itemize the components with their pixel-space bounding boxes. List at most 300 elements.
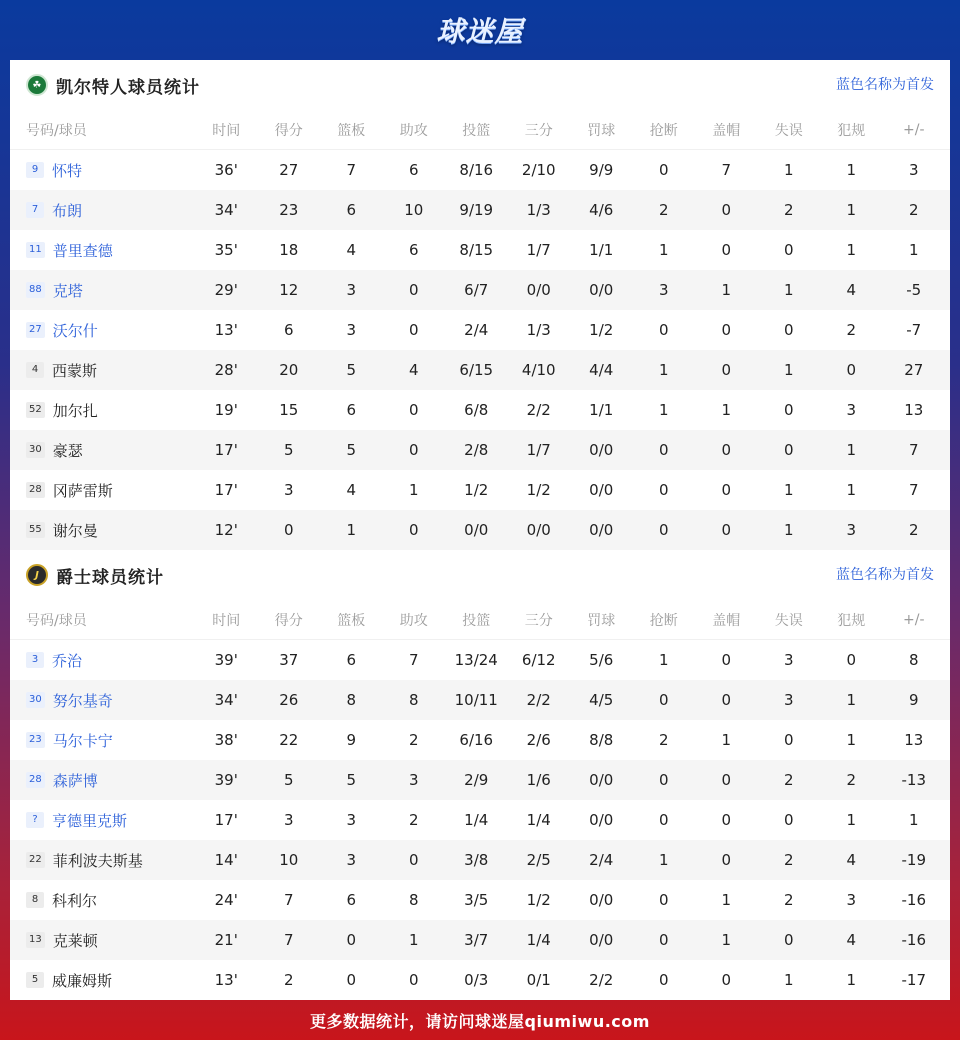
stat-cell: 0 bbox=[346, 931, 357, 949]
stat-cell: 23 bbox=[279, 201, 299, 219]
stat-cell: 2/8 bbox=[464, 441, 489, 459]
stat-cell: 0/0 bbox=[589, 891, 614, 909]
stat-cell: 0 bbox=[783, 401, 794, 419]
player-name[interactable]: 西蒙斯 bbox=[52, 361, 98, 380]
jersey-number-badge: 28 bbox=[26, 482, 45, 498]
stat-cell: 1 bbox=[721, 401, 732, 419]
column-header: 篮板 bbox=[337, 122, 366, 139]
celtics-logo-icon: ☘ bbox=[26, 74, 48, 96]
stat-cell: 0 bbox=[658, 161, 669, 179]
stat-cell: 0/0 bbox=[526, 521, 551, 539]
stat-cell: 1 bbox=[846, 811, 857, 829]
stat-cell: 1 bbox=[658, 361, 669, 379]
stat-cell: 1 bbox=[846, 971, 857, 989]
stat-cell: 4 bbox=[346, 241, 357, 259]
stat-cell: 1 bbox=[721, 891, 732, 909]
player-row[interactable] bbox=[10, 510, 950, 550]
stat-cell: 2/4 bbox=[464, 321, 489, 339]
stat-cell: 2 bbox=[908, 521, 919, 539]
stat-cell: 4/5 bbox=[589, 691, 614, 709]
stats-table bbox=[10, 110, 950, 550]
stat-cell: 1 bbox=[346, 521, 357, 539]
player-cell bbox=[10, 480, 195, 501]
stat-cell: 0/3 bbox=[464, 971, 489, 989]
jazz-logo-icon: J bbox=[26, 564, 48, 586]
stat-cell: 0 bbox=[721, 481, 732, 499]
player-name[interactable]: 克莱顿 bbox=[52, 931, 98, 950]
stat-cell: 1 bbox=[658, 241, 669, 259]
stat-cell: 5 bbox=[283, 441, 294, 459]
player-row[interactable] bbox=[10, 190, 950, 230]
stat-cell: 1/7 bbox=[526, 241, 551, 259]
player-row[interactable] bbox=[10, 390, 950, 430]
stat-cell: 1/2 bbox=[464, 481, 489, 499]
stat-cell: 21' bbox=[214, 931, 238, 949]
stat-cell: 4 bbox=[846, 281, 857, 299]
player-row[interactable] bbox=[10, 920, 950, 960]
stat-cell: 2/4 bbox=[589, 851, 614, 869]
stats-table bbox=[10, 600, 950, 1000]
stat-cell: 37 bbox=[279, 651, 299, 669]
stat-cell: 1 bbox=[721, 731, 732, 749]
stat-cell: 6 bbox=[283, 321, 294, 339]
player-cell bbox=[10, 520, 195, 541]
jersey-number-badge: 52 bbox=[26, 402, 45, 418]
stat-cell: 2 bbox=[283, 971, 294, 989]
stat-cell: 0 bbox=[721, 521, 732, 539]
player-name[interactable]: 亨德里克斯 bbox=[52, 811, 128, 830]
player-row[interactable] bbox=[10, 720, 950, 760]
jersey-number-badge: ? bbox=[26, 812, 44, 828]
stat-cell: 13' bbox=[214, 971, 238, 989]
stat-cell: 1/2 bbox=[526, 481, 551, 499]
player-name[interactable]: 普里查德 bbox=[52, 241, 113, 260]
stat-cell: 2/2 bbox=[526, 691, 551, 709]
starter-legend: 蓝色名称为首发 bbox=[836, 567, 934, 583]
jersey-number-badge: 4 bbox=[26, 362, 44, 378]
stat-cell: 1 bbox=[783, 521, 794, 539]
stat-cell: 29' bbox=[214, 281, 238, 299]
stat-cell: 2 bbox=[908, 201, 919, 219]
stat-cell: 26 bbox=[279, 691, 299, 709]
column-header: 号码/球员 bbox=[26, 612, 87, 629]
jersey-number-badge: 9 bbox=[26, 162, 44, 178]
stat-cell: 3 bbox=[346, 811, 357, 829]
stat-cell: 13/24 bbox=[454, 651, 498, 669]
stat-cell: 9 bbox=[908, 691, 919, 709]
stat-cell: 3 bbox=[346, 321, 357, 339]
player-name[interactable]: 马尔卡宁 bbox=[52, 731, 113, 750]
stat-cell: 0 bbox=[346, 971, 357, 989]
team-title: 爵士球员统计 bbox=[56, 567, 164, 588]
stat-cell: 0 bbox=[658, 971, 669, 989]
player-name[interactable]: 冈萨雷斯 bbox=[52, 481, 113, 500]
stat-cell: 34' bbox=[214, 691, 238, 709]
player-row[interactable] bbox=[10, 150, 950, 190]
stat-cell: 13 bbox=[904, 731, 924, 749]
stat-cell: 0 bbox=[846, 361, 857, 379]
stat-cell: 5 bbox=[283, 771, 294, 789]
jersey-number-badge: 13 bbox=[26, 932, 45, 948]
stat-cell: 0 bbox=[721, 441, 732, 459]
stat-cell: 1/6 bbox=[526, 771, 551, 789]
stat-cell: 4 bbox=[408, 361, 419, 379]
stat-cell: 1 bbox=[846, 691, 857, 709]
stat-cell: 1 bbox=[846, 481, 857, 499]
stat-cell: 2 bbox=[783, 201, 794, 219]
player-cell bbox=[10, 240, 195, 261]
stat-cell: 0 bbox=[721, 811, 732, 829]
player-row[interactable] bbox=[10, 840, 950, 880]
stat-cell: 18 bbox=[279, 241, 299, 259]
stat-cell: 5 bbox=[346, 441, 357, 459]
column-header: 盖帽 bbox=[712, 612, 741, 629]
player-name[interactable]: 谢尔曼 bbox=[52, 521, 98, 540]
player-row[interactable] bbox=[10, 310, 950, 350]
column-header: 投篮 bbox=[462, 612, 491, 629]
stat-cell: 34' bbox=[214, 201, 238, 219]
stat-cell: 1 bbox=[721, 931, 732, 949]
column-header: 三分 bbox=[524, 122, 553, 139]
stat-cell: 0 bbox=[721, 851, 732, 869]
player-row[interactable] bbox=[10, 270, 950, 310]
stat-cell: 0 bbox=[658, 521, 669, 539]
stat-cell: 0 bbox=[783, 811, 794, 829]
stat-cell: 1 bbox=[908, 241, 919, 259]
stat-cell: 0/0 bbox=[589, 281, 614, 299]
stat-cell: 0 bbox=[846, 651, 857, 669]
player-cell bbox=[10, 730, 195, 751]
player-row[interactable] bbox=[10, 230, 950, 270]
stat-cell: 0 bbox=[721, 651, 732, 669]
stat-cell: 4 bbox=[346, 481, 357, 499]
stat-cell: 1 bbox=[408, 931, 419, 949]
stat-cell: 0 bbox=[783, 241, 794, 259]
stat-cell: 10 bbox=[404, 201, 424, 219]
column-header: 盖帽 bbox=[712, 122, 741, 139]
stat-cell: 1 bbox=[658, 651, 669, 669]
stat-cell: 9 bbox=[346, 731, 357, 749]
player-name[interactable]: 科利尔 bbox=[52, 891, 98, 910]
column-header: 时间 bbox=[212, 122, 241, 139]
stat-cell: 7 bbox=[908, 441, 919, 459]
player-name[interactable]: 布朗 bbox=[52, 201, 83, 220]
stat-cell: -16 bbox=[901, 891, 926, 909]
player-row[interactable] bbox=[10, 800, 950, 840]
stat-cell: 0 bbox=[721, 971, 732, 989]
player-row[interactable] bbox=[10, 880, 950, 920]
stat-cell: 0 bbox=[783, 931, 794, 949]
stat-cell: 0/0 bbox=[589, 521, 614, 539]
stat-cell: 5 bbox=[346, 771, 357, 789]
stat-cell: 1 bbox=[783, 281, 794, 299]
player-cell bbox=[10, 320, 195, 341]
stat-cell: 27 bbox=[279, 161, 299, 179]
stat-cell: 3 bbox=[346, 281, 357, 299]
player-cell bbox=[10, 810, 195, 831]
jersey-number-badge: 8 bbox=[26, 892, 44, 908]
stat-cell: 9/9 bbox=[589, 161, 614, 179]
stat-cell: 1 bbox=[783, 971, 794, 989]
stat-cell: 0 bbox=[783, 731, 794, 749]
jersey-number-badge: 7 bbox=[26, 202, 44, 218]
player-cell bbox=[10, 930, 195, 951]
stat-cell: 6/16 bbox=[459, 731, 494, 749]
column-header: 罚球 bbox=[587, 122, 616, 139]
player-cell bbox=[10, 360, 195, 381]
table-header-row bbox=[10, 600, 950, 640]
stat-cell: 19' bbox=[214, 401, 238, 419]
column-header: 助攻 bbox=[399, 612, 428, 629]
stat-cell: 0 bbox=[408, 851, 419, 869]
player-cell bbox=[10, 690, 195, 711]
stat-cell: 1/4 bbox=[464, 811, 489, 829]
stat-cell: 6 bbox=[408, 161, 419, 179]
stat-cell: 1 bbox=[721, 281, 732, 299]
stat-cell: 8/15 bbox=[459, 241, 494, 259]
player-name[interactable]: 乔治 bbox=[52, 651, 83, 670]
player-cell bbox=[10, 440, 195, 461]
player-row[interactable] bbox=[10, 960, 950, 1000]
jersey-number-badge: 3 bbox=[26, 652, 44, 668]
stat-cell: 3 bbox=[346, 851, 357, 869]
player-name[interactable]: 怀特 bbox=[52, 161, 83, 180]
stat-cell: 0 bbox=[721, 201, 732, 219]
stat-cell: 2/2 bbox=[589, 971, 614, 989]
stat-cell: 1 bbox=[783, 361, 794, 379]
jersey-number-badge: 11 bbox=[26, 242, 45, 258]
stat-cell: 2 bbox=[783, 851, 794, 869]
stat-cell: 6 bbox=[346, 651, 357, 669]
stat-cell: 1/3 bbox=[526, 321, 551, 339]
stat-cell: 7 bbox=[283, 891, 294, 909]
stat-cell: 7 bbox=[908, 481, 919, 499]
player-cell bbox=[10, 970, 195, 991]
column-header: 得分 bbox=[274, 122, 303, 139]
player-cell bbox=[10, 850, 195, 871]
team-section-jazz bbox=[10, 550, 950, 1000]
stat-cell: 38' bbox=[214, 731, 238, 749]
stat-cell: 6/15 bbox=[459, 361, 494, 379]
stat-cell: -17 bbox=[901, 971, 926, 989]
stat-cell: 3 bbox=[846, 521, 857, 539]
stat-cell: 3 bbox=[908, 161, 919, 179]
stat-cell: 35' bbox=[214, 241, 238, 259]
stat-cell: 1/2 bbox=[589, 321, 614, 339]
stat-cell: 1 bbox=[846, 731, 857, 749]
stat-cell: 6/8 bbox=[464, 401, 489, 419]
stat-cell: 5/6 bbox=[589, 651, 614, 669]
column-header: 篮板 bbox=[337, 612, 366, 629]
column-header: 抢断 bbox=[649, 612, 678, 629]
team-section-celtics bbox=[10, 60, 950, 550]
stat-cell: 0 bbox=[721, 691, 732, 709]
footer-banner: 更多数据统计，请访问球迷屋qiumiwu.com bbox=[310, 1011, 650, 1031]
column-header: 失误 bbox=[774, 122, 803, 139]
stat-cell: 0/0 bbox=[589, 441, 614, 459]
stat-cell: 27 bbox=[904, 361, 924, 379]
stat-cell: 2 bbox=[846, 321, 857, 339]
stat-cell: 3 bbox=[783, 691, 794, 709]
stat-cell: 0/0 bbox=[589, 931, 614, 949]
stat-cell: 2 bbox=[846, 771, 857, 789]
column-header: 犯规 bbox=[837, 122, 866, 139]
stat-cell: 10 bbox=[279, 851, 299, 869]
player-name[interactable]: 沃尔什 bbox=[52, 321, 98, 340]
stat-cell: 8/16 bbox=[459, 161, 494, 179]
player-row[interactable] bbox=[10, 640, 950, 680]
stat-cell: 17' bbox=[214, 811, 238, 829]
jersey-number-badge: 30 bbox=[26, 442, 45, 458]
stat-cell: 0 bbox=[783, 441, 794, 459]
column-header: 助攻 bbox=[399, 122, 428, 139]
stat-cell: -19 bbox=[901, 851, 926, 869]
stat-cell: 0/0 bbox=[589, 771, 614, 789]
stat-cell: 7 bbox=[283, 931, 294, 949]
stat-cell: 4/6 bbox=[589, 201, 614, 219]
column-header: 抢断 bbox=[649, 122, 678, 139]
stat-cell: 2 bbox=[658, 201, 669, 219]
stat-cell: 1/1 bbox=[589, 401, 614, 419]
stat-cell: 0 bbox=[658, 441, 669, 459]
stat-cell: 2 bbox=[408, 811, 419, 829]
stat-cell: 8 bbox=[346, 691, 357, 709]
stat-cell: 15 bbox=[279, 401, 299, 419]
stat-cell: 13' bbox=[214, 321, 238, 339]
stat-cell: 3/7 bbox=[464, 931, 489, 949]
stat-cell: 3/5 bbox=[464, 891, 489, 909]
player-name[interactable]: 菲利波夫斯基 bbox=[52, 851, 143, 870]
player-row[interactable] bbox=[10, 680, 950, 720]
stat-cell: 0 bbox=[721, 771, 732, 789]
stat-cell: 20 bbox=[279, 361, 299, 379]
stat-cell: 17' bbox=[214, 441, 238, 459]
stat-cell: 3 bbox=[846, 891, 857, 909]
table-header-row bbox=[10, 110, 950, 150]
stat-cell: 2 bbox=[783, 891, 794, 909]
stat-cell: 0 bbox=[408, 321, 419, 339]
column-header: 号码/球员 bbox=[26, 122, 87, 139]
stat-cell: 0 bbox=[658, 481, 669, 499]
stat-cell: 3 bbox=[783, 651, 794, 669]
jersey-number-badge: 23 bbox=[26, 732, 45, 748]
stat-cell: 1 bbox=[846, 441, 857, 459]
player-name[interactable]: 努尔基奇 bbox=[52, 691, 113, 710]
stat-cell: 9/19 bbox=[459, 201, 494, 219]
stat-cell: 3 bbox=[283, 811, 294, 829]
stat-cell: 12 bbox=[279, 281, 299, 299]
player-row[interactable] bbox=[10, 350, 950, 390]
stat-cell: 39' bbox=[214, 771, 238, 789]
stat-cell: 0 bbox=[658, 691, 669, 709]
stat-cell: 0/1 bbox=[526, 971, 551, 989]
stat-cell: 7 bbox=[721, 161, 732, 179]
stat-cell: 8 bbox=[908, 651, 919, 669]
column-header: 犯规 bbox=[837, 612, 866, 629]
stat-cell: 4 bbox=[846, 931, 857, 949]
stat-cell: 7 bbox=[408, 651, 419, 669]
player-name[interactable]: 森萨博 bbox=[52, 771, 98, 790]
jersey-number-badge: 30 bbox=[26, 692, 45, 708]
stat-cell: 3 bbox=[658, 281, 669, 299]
stat-cell: 4/4 bbox=[589, 361, 614, 379]
stat-cell: 10/11 bbox=[454, 691, 498, 709]
stat-cell: 8 bbox=[408, 891, 419, 909]
stat-cell: 14' bbox=[214, 851, 238, 869]
stat-cell: 1 bbox=[658, 851, 669, 869]
column-header: 罚球 bbox=[587, 612, 616, 629]
stat-cell: 1 bbox=[408, 481, 419, 499]
player-row[interactable] bbox=[10, 430, 950, 470]
stat-cell: 1 bbox=[846, 201, 857, 219]
player-cell bbox=[10, 280, 195, 301]
stat-cell: 8/8 bbox=[589, 731, 614, 749]
stat-cell: 0 bbox=[408, 281, 419, 299]
stat-cell: 1 bbox=[658, 401, 669, 419]
stat-cell: 3 bbox=[408, 771, 419, 789]
stat-cell: 7 bbox=[346, 161, 357, 179]
stat-cell: 1 bbox=[908, 811, 919, 829]
stat-cell: 0 bbox=[408, 521, 419, 539]
player-name[interactable]: 豪瑟 bbox=[52, 441, 83, 460]
stat-cell: 0 bbox=[783, 321, 794, 339]
player-cell bbox=[10, 400, 195, 421]
stat-cell: 36' bbox=[214, 161, 238, 179]
stat-cell: 6 bbox=[408, 241, 419, 259]
stat-cell: 0 bbox=[658, 771, 669, 789]
stat-cell: 5 bbox=[346, 361, 357, 379]
stat-cell: 0 bbox=[283, 521, 294, 539]
stat-cell: 0/0 bbox=[589, 481, 614, 499]
player-row[interactable] bbox=[10, 760, 950, 800]
jersey-number-badge: 22 bbox=[26, 852, 45, 868]
starter-legend: 蓝色名称为首发 bbox=[836, 77, 934, 93]
stat-cell: 3/8 bbox=[464, 851, 489, 869]
stat-cell: 0 bbox=[658, 811, 669, 829]
stat-cell: 24' bbox=[214, 891, 238, 909]
column-header: +/- bbox=[903, 611, 925, 628]
stat-cell: 0 bbox=[721, 321, 732, 339]
player-name[interactable]: 克塔 bbox=[52, 281, 83, 300]
stat-cell: -13 bbox=[901, 771, 926, 789]
brand-logo: 球迷屋 bbox=[436, 15, 524, 48]
stat-cell: 1/3 bbox=[526, 201, 551, 219]
stat-cell: 1 bbox=[846, 241, 857, 259]
stat-cell: 22 bbox=[279, 731, 299, 749]
stat-cell: 0/0 bbox=[526, 281, 551, 299]
stat-cell: 1 bbox=[783, 161, 794, 179]
column-header: 投篮 bbox=[462, 122, 491, 139]
stat-cell: 2/6 bbox=[526, 731, 551, 749]
jersey-number-badge: 28 bbox=[26, 772, 45, 788]
stat-cell: 6/7 bbox=[464, 281, 489, 299]
stat-cell: 13 bbox=[904, 401, 924, 419]
jersey-number-badge: 27 bbox=[26, 322, 45, 338]
column-header: 时间 bbox=[212, 612, 241, 629]
stat-cell: 0 bbox=[721, 241, 732, 259]
stat-cell: 0 bbox=[408, 401, 419, 419]
stat-cell: 1/2 bbox=[526, 891, 551, 909]
stat-cell: 17' bbox=[214, 481, 238, 499]
jersey-number-badge: 55 bbox=[26, 522, 45, 538]
player-name[interactable]: 威廉姆斯 bbox=[52, 971, 113, 990]
stat-cell: 0 bbox=[658, 931, 669, 949]
player-name[interactable]: 加尔扎 bbox=[52, 401, 98, 420]
player-row[interactable] bbox=[10, 470, 950, 510]
jersey-number-badge: 88 bbox=[26, 282, 45, 298]
stat-cell: 1/7 bbox=[526, 441, 551, 459]
stat-cell: -16 bbox=[901, 931, 926, 949]
